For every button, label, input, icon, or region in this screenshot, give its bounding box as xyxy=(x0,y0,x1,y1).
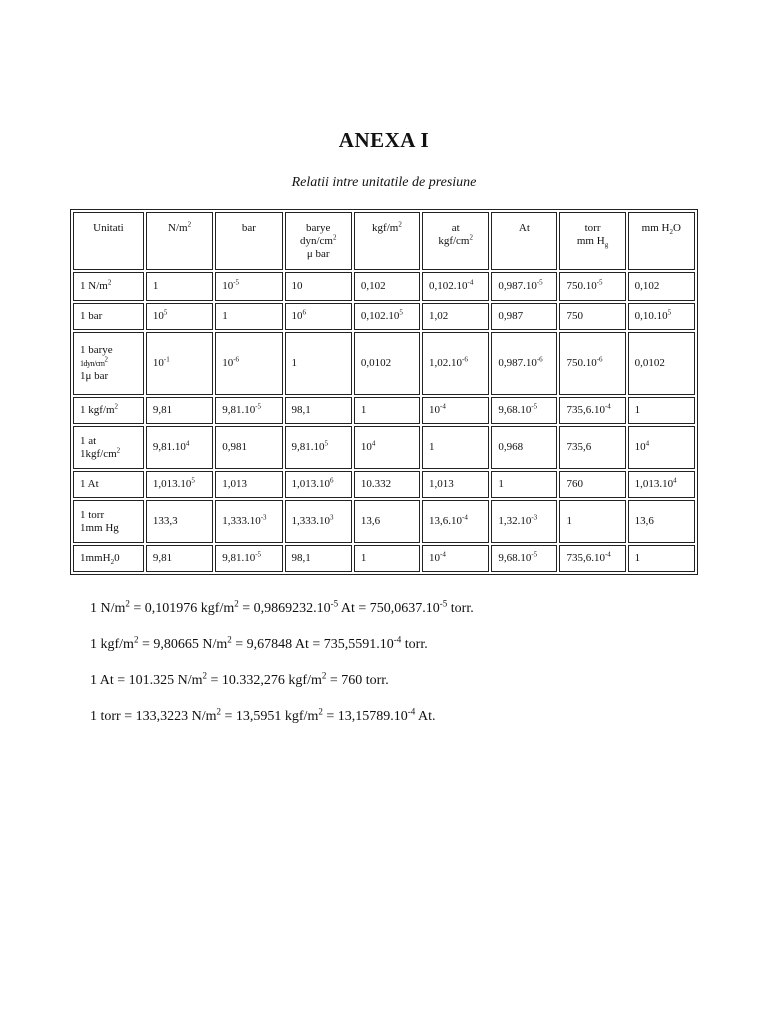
table-cell: $10^{-6}$ xyxy=(215,332,282,395)
table-cell: 1 xyxy=(285,332,352,395)
table-cell: $750.10^{-6}$ xyxy=(559,332,625,395)
row-label: 1 $N/m^2$ xyxy=(73,272,144,301)
row-label: 1 barye $1dyn/cm^2$ 1μ bar xyxy=(73,332,144,395)
table-cell: 1 xyxy=(628,545,695,572)
table-cell: 13,6 xyxy=(354,500,420,543)
table-header-row xyxy=(73,212,695,270)
formula-nm2: 1 $N/m^2 = 0,101976$ kgf/$m^2 = 0,9869232.10^{-5}$ $At = 750,0637.10^{-5}$ torr. xyxy=(90,598,474,616)
table-cell: 0,102 xyxy=(354,272,420,301)
table-cell: 9,81 xyxy=(146,545,213,572)
table-cell: 0,0102 xyxy=(628,332,695,395)
conversion-formulas xyxy=(90,600,474,744)
table-cell: 0,10.10$^5$ xyxy=(628,303,695,330)
formula-kgfm2: 1 kgf/$m^2 = 9,80665$ $N/m^2 = 9,67848$ $At = 735,5591.10^{-4}$ torr. xyxy=(90,634,428,652)
row-label: 1 At xyxy=(73,471,144,498)
pressure-units-table xyxy=(70,209,698,575)
table-cell: $1,02.10^{-6}$ xyxy=(422,332,489,395)
table-cell: 1,013.10$^6$ xyxy=(285,471,352,498)
row-label: 1 torr 1mm Hg xyxy=(73,500,144,543)
table-cell: 0,102 xyxy=(628,272,695,301)
table-cell: 1,013 xyxy=(422,471,489,498)
table-cell: $1,32.10^{-3}$ xyxy=(491,500,557,543)
header-nm2: $N/m^2$ xyxy=(146,212,213,270)
table-cell: $0,987.10^{-6}$ xyxy=(491,332,557,395)
header-bar: bar xyxy=(215,212,282,270)
header-unitati: Unitati xyxy=(73,212,144,270)
table-row xyxy=(73,471,695,498)
header-At: At xyxy=(491,212,557,270)
table-cell: $750.10^{-5}$ xyxy=(559,272,625,301)
table-cell: 0,102.10$^5$ xyxy=(354,303,420,330)
table-cell: 9,81.10$^4$ xyxy=(146,426,213,469)
row-label: 1 kgf/$m^2$ xyxy=(73,397,144,424)
row-label: 1 at $1kgf/cm^2$ xyxy=(73,426,144,469)
table-cell: $9,81.10^{-5}$ xyxy=(215,545,282,572)
header-torr: torr mm $H_g$ xyxy=(559,212,625,270)
table-cell: $9,81.10^{-5}$ xyxy=(215,397,282,424)
table-cell: $10^4$ xyxy=(628,426,695,469)
table-cell: 1,02 xyxy=(422,303,489,330)
table-cell: $10^6$ xyxy=(285,303,352,330)
table-cell: $9,68.10^{-5}$ xyxy=(491,397,557,424)
table-cell: $735,6.10^{-4}$ xyxy=(559,545,625,572)
table-cell: 1 xyxy=(491,471,557,498)
table-cell: $735,6.10^{-4}$ xyxy=(559,397,625,424)
table-cell: 1 xyxy=(422,426,489,469)
table-cell: 133,3 xyxy=(146,500,213,543)
table-cell: 1,013.10$^4$ xyxy=(628,471,695,498)
table-row xyxy=(73,303,695,330)
table-cell: $1,333.10^{-3}$ xyxy=(215,500,282,543)
table-cell: 1 xyxy=(559,500,625,543)
table-cell: 98,1 xyxy=(285,397,352,424)
page-subtitle: Relatii intre unitatile de presiune xyxy=(291,175,477,190)
table-cell: $13,6.10^{-4}$ xyxy=(422,500,489,543)
table-cell: 1 xyxy=(354,545,420,572)
table-cell: 0,987 xyxy=(491,303,557,330)
table-row xyxy=(73,426,695,469)
table-row xyxy=(73,500,695,543)
table-cell: $10^{-4}$ xyxy=(422,545,489,572)
formula-torr: 1 torr = 133,3223 $N/m^2 = 13,5951$ kgf/$m^2 = 13,15789.10^{-4}$ At. xyxy=(90,706,436,724)
header-kgfm2: kgf/$m^2$ xyxy=(354,212,420,270)
table-cell: $10^{-1}$ xyxy=(146,332,213,395)
table-cell: 10.332 xyxy=(354,471,420,498)
table-cell: 735,6 xyxy=(559,426,625,469)
table-cell: $9,68.10^{-5}$ xyxy=(491,545,557,572)
table-row xyxy=(73,397,695,424)
table-cell: $10^4$ xyxy=(354,426,420,469)
table-cell: 10 xyxy=(285,272,352,301)
page-title: ANEXA I xyxy=(338,128,430,152)
row-label: 1 bar xyxy=(73,303,144,330)
table-cell: 1 xyxy=(354,397,420,424)
table-cell: 9,81.10$^5$ xyxy=(285,426,352,469)
table-cell: 750 xyxy=(559,303,625,330)
table-cell: 1 xyxy=(215,303,282,330)
table-row xyxy=(73,545,695,572)
row-label: 1mmH$_2$0 xyxy=(73,545,144,572)
header-at: at kgf/$cm^2$ xyxy=(422,212,489,270)
table-cell: 98,1 xyxy=(285,545,352,572)
table-row xyxy=(73,272,695,301)
table-cell: 1 xyxy=(628,397,695,424)
header-barye: barye dyn/$cm^2$ μ bar xyxy=(285,212,352,270)
table-row xyxy=(73,332,695,395)
table-cell: 0,0102 xyxy=(354,332,420,395)
table-cell: 1,013 xyxy=(215,471,282,498)
table-cell: $10^{-5}$ xyxy=(215,272,282,301)
formula-at: 1 At = 101.325 $N/m^2 = 10.332,276$ kgf/$m^2 = 760$ torr. xyxy=(90,670,389,688)
table-cell: $0,987.10^{-5}$ xyxy=(491,272,557,301)
table-cell: 0,968 xyxy=(491,426,557,469)
table-cell: $10^{-4}$ xyxy=(422,397,489,424)
table-cell: $0,102.10^{-4}$ xyxy=(422,272,489,301)
table-cell: 1,013.10$^5$ xyxy=(146,471,213,498)
table-cell: 1 xyxy=(146,272,213,301)
header-mmh2o: mm $H_2O$ xyxy=(628,212,695,270)
table-cell: 9,81 xyxy=(146,397,213,424)
table-cell: 1,333.10$^3$ xyxy=(285,500,352,543)
table-cell: $10^5$ xyxy=(146,303,213,330)
table-cell: 0,981 xyxy=(215,426,282,469)
table-cell: 13,6 xyxy=(628,500,695,543)
table-cell: 760 xyxy=(559,471,625,498)
